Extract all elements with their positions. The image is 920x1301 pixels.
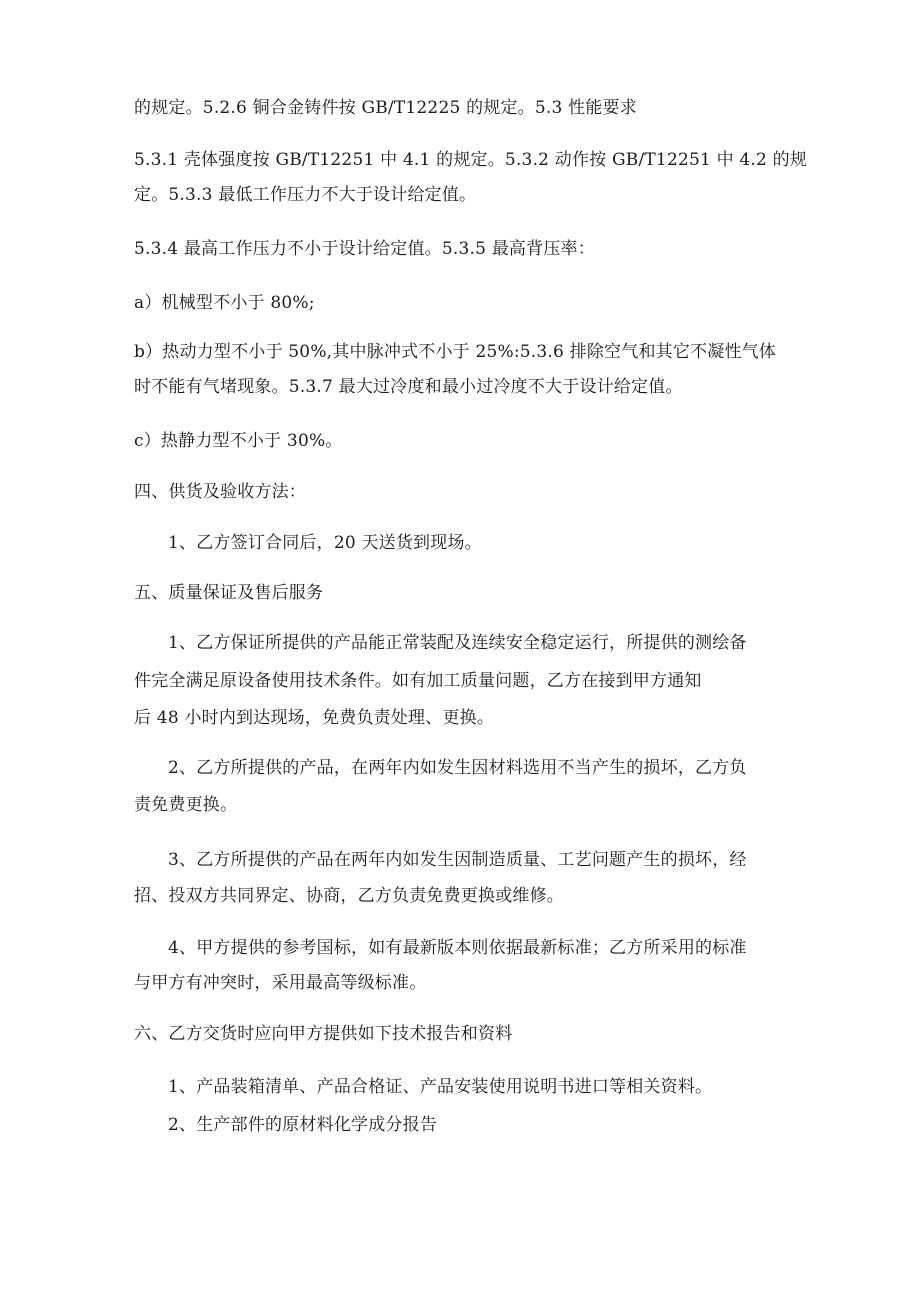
text-line-23: 2、生产部件的原材料化学成分报告 (168, 1115, 438, 1135)
text-line-8: c）热静力型不小于 30%。 (134, 431, 343, 451)
text-line-10: 1、乙方签订合同后，20 天送货到现场。 (168, 533, 482, 553)
text-line-7: 时不能有气堵现象。5.3.7 最大过冷度和最小过冷度不大于设计给定值。 (134, 377, 683, 397)
text-line-15: 2、乙方所提供的产品，在两年内如发生因材料选用不当产生的损坏，乙方负 (168, 758, 747, 778)
text-line-13: 件完全满足原设备使用技术条件。如有加工质量问题，乙方在接到甲方通知 (134, 671, 702, 691)
text-line-22: 1、产品装箱清单、产品合格证、产品安装使用说明书进口等相关资料。 (168, 1077, 713, 1097)
text-line-4: 5.3.4 最高工作压力不小于设计给定值。5.3.5 最高背压率： (134, 239, 595, 259)
text-line-17: 3、乙方所提供的产品在两年内如发生因制造质量、工艺问题产生的损坏，经 (168, 850, 747, 870)
text-line-16: 责免费更换。 (134, 795, 238, 815)
section-heading-4: 四、供货及验收方法： (134, 482, 306, 502)
text-line-20: 与甲方有冲突时，采用最高等级标准。 (134, 973, 427, 993)
section-heading-6: 六、乙方交货时应向甲方提供如下技术报告和资料 (134, 1024, 513, 1044)
text-line-1: 的规定。5.2.6 铜合金铸件按 GB/T12225 的规定。5.3 性能要求 (134, 98, 637, 118)
text-line-12: 1、乙方保证所提供的产品能正常装配及连续安全稳定运行，所提供的测绘备 (168, 633, 747, 653)
text-line-3: 定。5.3.3 最低工作压力不大于设计给定值。 (134, 185, 477, 205)
section-heading-5: 五、质量保证及售后服务 (134, 583, 324, 603)
text-line-5: a）机械型不小于 80%; (134, 293, 315, 313)
text-line-6: b）热动力型不小于 50%,其中脉冲式不小于 25%:5.3.6 排除空气和其它不凝性气体 (134, 342, 777, 362)
text-line-18: 招、投双方共同界定、协商，乙方负责免费更换或维修。 (134, 886, 564, 906)
text-line-19: 4、甲方提供的参考国标，如有最新版本则依据最新标准；乙方所采用的标准 (168, 938, 747, 958)
text-line-2: 5.3.1 壳体强度按 GB/T12251 中 4.1 的规定。5.3.2 动作按 GB/T12251 中 4.2 的规 (134, 150, 808, 170)
text-line-14: 后 48 小时内到达现场，免费负责处理、更换。 (134, 708, 495, 728)
